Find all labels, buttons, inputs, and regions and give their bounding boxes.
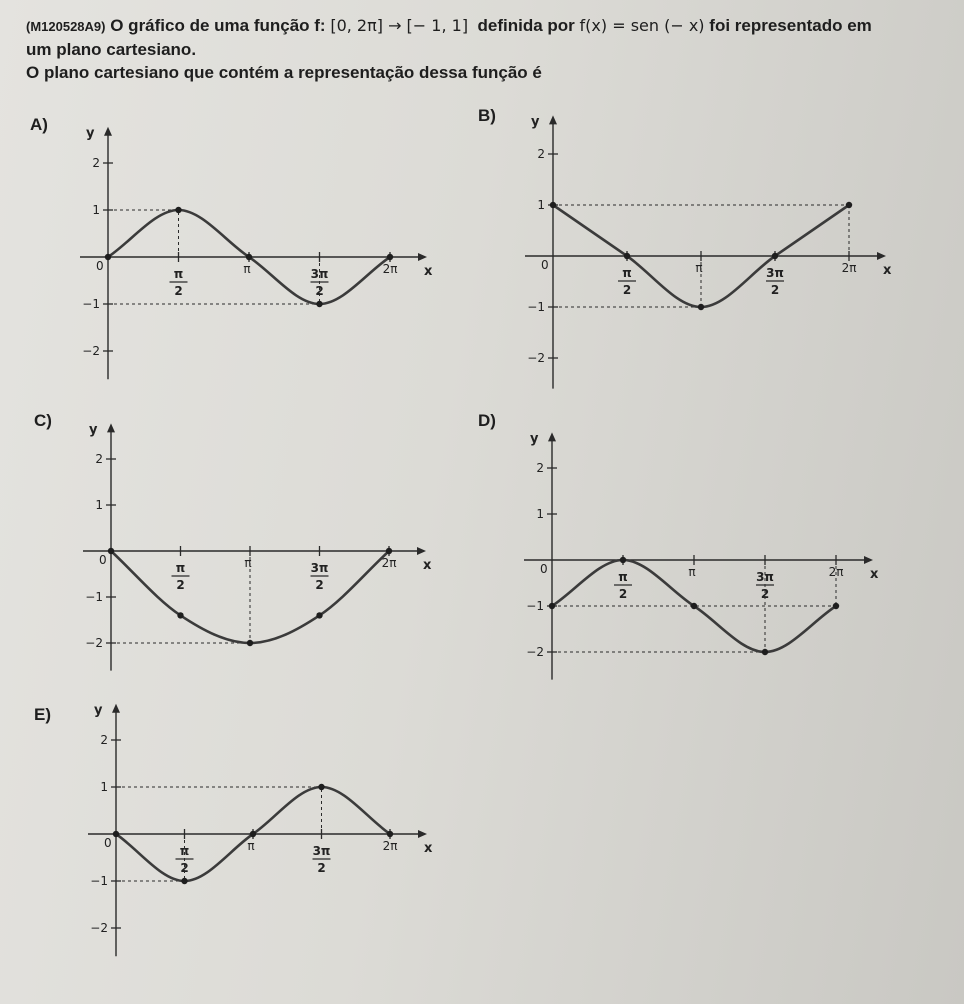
x-axis-label: x xyxy=(423,558,432,573)
option-e-label[interactable]: E) xyxy=(34,705,51,724)
y-axis-label: y xyxy=(530,431,539,447)
x-axis-label: x xyxy=(870,567,879,582)
x-tick-half-pi-numerator: π xyxy=(622,266,632,280)
curve-point xyxy=(250,831,256,837)
curve-point xyxy=(387,831,393,837)
y-axis-label: y xyxy=(94,702,103,718)
function-domain: [0, 2π] → [− 1, 1] xyxy=(330,16,469,35)
x-axis-label: x xyxy=(883,263,892,278)
origin-label: 0 xyxy=(540,562,548,576)
y-tick-label: 1 xyxy=(95,498,103,512)
y-tick-label: 1 xyxy=(92,203,100,217)
y-axis-label: y xyxy=(531,114,540,130)
x-tick-half-pi-denominator: 2 xyxy=(180,861,189,875)
y-tick-label: 2 xyxy=(95,452,103,466)
x-tick-half-pi-numerator: π xyxy=(618,570,628,584)
x-tick-half-pi-denominator: 2 xyxy=(618,587,628,601)
y-tick-label: −2 xyxy=(90,921,108,935)
x-tick-three-half-pi-numerator: 3π xyxy=(766,266,784,280)
y-tick-label: −1 xyxy=(527,300,545,314)
x-tick-two-pi-label: 2π xyxy=(382,839,398,853)
x-tick-three-half-pi-denominator: 2 xyxy=(315,578,324,592)
x-tick-pi-label: π xyxy=(244,556,252,570)
curve-point xyxy=(181,878,187,884)
option-c-label[interactable]: C) xyxy=(34,411,52,430)
y-tick-label: 2 xyxy=(100,733,108,747)
x-tick-three-half-pi-numerator: 3π xyxy=(310,561,329,575)
x-tick-three-half-pi-numerator: 3π xyxy=(312,844,331,858)
x-tick-half-pi-denominator: 2 xyxy=(174,284,183,298)
option-b-label[interactable]: B) xyxy=(478,106,496,125)
y-axis-arrow xyxy=(112,704,120,713)
x-tick-pi-label: π xyxy=(247,839,255,853)
y-axis-label: y xyxy=(86,125,95,141)
origin-label: 0 xyxy=(99,553,107,567)
x-tick-half-pi-numerator: π xyxy=(179,844,190,858)
curve-point xyxy=(113,831,119,837)
x-tick-half-pi-numerator: π xyxy=(175,561,186,575)
x-axis-label: x xyxy=(424,841,433,856)
x-tick-three-half-pi-numerator: 3π xyxy=(756,570,774,584)
origin-label: 0 xyxy=(96,259,104,273)
y-tick-label: 2 xyxy=(92,156,100,170)
y-tick-label: −2 xyxy=(85,636,103,650)
x-tick-two-pi-label: 2π xyxy=(841,261,857,275)
x-axis-label: x xyxy=(424,264,433,279)
function-formula: f(x) = sen (− x) xyxy=(579,16,705,35)
y-tick-label: −1 xyxy=(90,874,108,888)
x-tick-half-pi-numerator: π xyxy=(173,267,184,281)
y-tick-label: −2 xyxy=(82,344,100,358)
y-tick-label: 1 xyxy=(537,198,545,212)
option-d-label[interactable]: D) xyxy=(478,411,496,430)
x-axis-arrow xyxy=(418,830,427,838)
curve-point xyxy=(318,784,324,790)
y-tick-label: 2 xyxy=(536,461,544,475)
x-tick-pi-label: π xyxy=(695,261,703,275)
origin-label: 0 xyxy=(541,258,549,272)
y-tick-label: −2 xyxy=(526,645,544,659)
x-tick-half-pi-denominator: 2 xyxy=(622,283,632,297)
x-tick-three-half-pi-denominator: 2 xyxy=(770,283,780,297)
y-axis-label: y xyxy=(89,422,98,438)
question-tail: foi representado em xyxy=(709,16,872,35)
x-tick-three-half-pi-denominator: 2 xyxy=(317,861,326,875)
x-tick-half-pi-denominator: 2 xyxy=(176,578,185,592)
y-tick-label: −1 xyxy=(85,590,103,604)
x-tick-two-pi-label: 2π xyxy=(382,262,398,276)
y-tick-label: −1 xyxy=(82,297,100,311)
y-tick-label: 2 xyxy=(537,147,545,161)
question-code: (M120528A9) xyxy=(26,19,106,34)
y-tick-label: −1 xyxy=(526,599,544,613)
question-defined-by: definida por xyxy=(477,16,575,35)
y-tick-label: 1 xyxy=(100,780,108,794)
x-tick-two-pi-label: 2π xyxy=(828,565,844,579)
origin-label: 0 xyxy=(104,836,112,850)
x-tick-three-half-pi-denominator: 2 xyxy=(315,284,324,298)
x-tick-pi-label: π xyxy=(688,565,696,579)
x-tick-pi-label: π xyxy=(243,262,251,276)
option-a-label[interactable]: A) xyxy=(30,115,48,134)
x-tick-three-half-pi-numerator: 3π xyxy=(310,267,329,281)
y-tick-label: −2 xyxy=(527,351,545,365)
x-tick-three-half-pi-denominator: 2 xyxy=(760,587,770,601)
question-intro: O gráfico de uma função f: xyxy=(110,16,326,35)
x-tick-two-pi-label: 2π xyxy=(381,556,397,570)
question-prompt: O plano cartesiano que contém a representação dessa função é xyxy=(26,63,542,82)
y-tick-label: 1 xyxy=(536,507,544,521)
question-line-2: um plano cartesiano. xyxy=(26,40,197,59)
